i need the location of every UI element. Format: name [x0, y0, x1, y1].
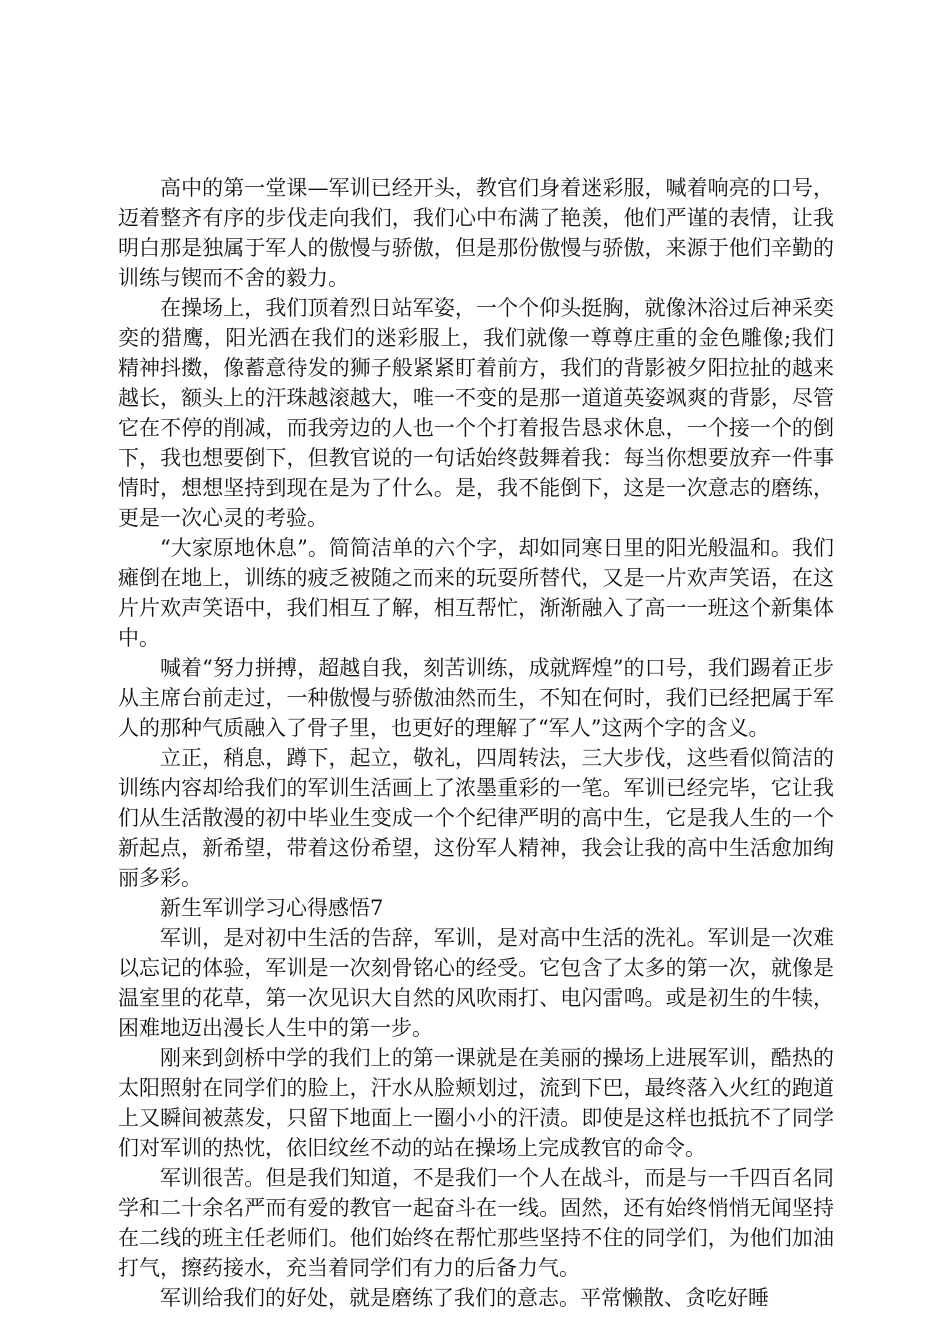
- paragraph: 喊着“努力拼搏，超越自我，刻苦训练，成就辉煌”的口号，我们踢着正步从主席台前走过，一种傲慢与骄傲油然而生，不知在何时，我们已经把属于军人的那种气质融入了骨子里，也更好的理解了“军人”这两个字的含义。: [118, 656, 834, 740]
- paragraph: 军训很苦。但是我们知道，不是我们一个人在战斗，而是与一千四百名同学和二十余名严而有爱的教官一起奋斗在一线。固然，还有始终悄悄无闻坚持在二线的班主任老师们。他们始终在帮忙那些坚持不住的同学们，为他们加油打气，擦药接水，充当着同学们有力的后备力气。: [118, 1166, 834, 1280]
- section-title: 新生军训学习心得感悟7: [160, 896, 384, 920]
- paragraph: “大家原地休息”。简简洁单的六个字，却如同寒日里的阳光般温和。我们瘫倒在地上，训练的疲乏被随之而来的玩耍所替代，又是一片欢声笑语，在这片片欢声笑语中，我们相互了解，相互帮忙，渐渐融入了高一一班这个新集体中。: [118, 536, 834, 650]
- paragraph: 刚来到剑桥中学的我们上的第一课就是在美丽的操场上进展军训，酷热的太阳照射在同学们的脸上，汗水从脸颊划过，流到下巴，最终落入火红的跑道上又瞬间被蒸发，只留下地面上一圈小小的汗渍。即使是这样也抵抗不了同学们对军训的热忱，依旧纹丝不动的站在操场上完成教官的命令。: [118, 1046, 834, 1160]
- paragraph: 军训给我们的好处，就是磨练了我们的意志。平常懒散、贪吃好睡: [160, 1286, 769, 1310]
- document-body: [118, 173, 834, 1313]
- paragraph: 军训，是对初中生活的告辞，军训，是对高中生活的洗礼。军训是一次难以忘记的体验，军训是一次刻骨铭心的经受。它包含了太多的第一次，就像是温室里的花草，第一次见识大自然的风吹雨打、电闪雷鸣。或是初生的牛犊，困难地迈出漫长人生中的第一步。: [118, 926, 834, 1040]
- paragraph: 在操场上，我们顶着烈日站军姿，一个个仰头挺胸，就像沐浴过后神采奕奕的猎鹰，阳光洒在我们的迷彩服上，我们就像一尊尊庄重的金色雕像;我们精神抖擞，像蓄意待发的狮子般紧紧盯着前方，我们的背影被夕阳拉扯的越来越长，额头上的汗珠越滚越大，唯一不变的是那一道道英姿飒爽的背影，尽管它在不停的削减，而我旁边的人也一个个打着报告恳求休息，一个接一个的倒下，我也想要倒下，但教官说的一句话始终鼓舞着我：每当你想要放弃一件事情时，想想坚持到现在是为了什么。是，我不能倒下，这是一次意志的磨练，更是一次心灵的考验。: [118, 296, 834, 530]
- paragraph: 高中的第一堂课—军训已经开头，教官们身着迷彩服，喊着响亮的口号，迈着整齐有序的步伐走向我们，我们心中布满了艳羡，他们严谨的表情，让我明白那是独属于军人的傲慢与骄傲，但是那份傲慢与骄傲，来源于他们辛勤的训练与锲而不舍的毅力。: [118, 176, 834, 290]
- paragraph: 立正，稍息，蹲下，起立，敬礼，四周转法，三大步伐，这些看似简洁的训练内容却给我们的军训生活画上了浓墨重彩的一笔。军训已经完毕，它让我们从生活散漫的初中毕业生变成一个个纪律严明的高中生，它是我人生的一个新起点，新希望，带着这份希望，这份军人精神，我会让我的高中生活愈加绚丽多彩。: [118, 746, 834, 890]
